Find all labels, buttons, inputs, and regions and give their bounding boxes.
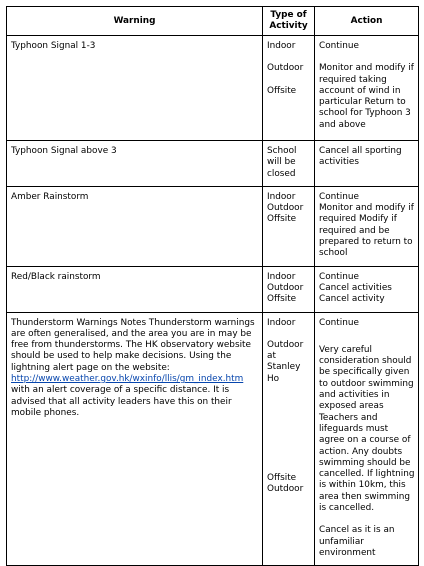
header-row xyxy=(7,7,419,36)
action-cell xyxy=(315,266,419,312)
header-type-of-activity: Type of Activity xyxy=(263,7,315,36)
warning-notes-text-after: with an alert coverage of a specific distance. It is advised that all activity leaders have this on their mobile phones. xyxy=(11,385,232,418)
action-cell xyxy=(315,312,419,566)
type-label: Outdoor xyxy=(267,203,304,214)
warning-cell xyxy=(7,141,263,187)
type-label: Outdoor xyxy=(267,282,304,293)
type-cell xyxy=(263,186,315,266)
type-label: School will be closed xyxy=(267,146,297,179)
table-row xyxy=(7,266,419,312)
table-row xyxy=(7,36,419,141)
type-label: Indoor xyxy=(267,191,296,202)
warning-label: Typhoon Signal 1-3 xyxy=(11,41,96,51)
type-cell xyxy=(263,141,315,187)
type-label: Indoor xyxy=(267,271,296,282)
warning-label: Amber Rainstorm xyxy=(11,191,89,202)
warning-cell xyxy=(7,266,263,312)
type-cell xyxy=(263,36,315,141)
warning-cell xyxy=(7,36,263,141)
type-label: Offsite xyxy=(267,85,297,96)
action-text: Continue xyxy=(319,317,359,328)
type-cell xyxy=(263,266,315,312)
type-label: Indoor xyxy=(267,317,296,328)
weather-warning-table xyxy=(6,6,419,566)
warning-notes-text: Thunderstorm Warnings Notes Thunderstorm warnings are often generalised, and the area you are in may be free from thunderstorms. The HK observatory website should be used to help make decisions. Using the lightning alert page on the website: xyxy=(11,317,255,373)
observatory-link[interactable]: http://www.weather.gov.hk/wxinfo/llis/gm_index.htm xyxy=(11,374,244,385)
warning-label: Red/Black rainstorm xyxy=(11,271,101,282)
action-cell xyxy=(315,141,419,187)
warning-label: Typhoon Signal above 3 xyxy=(11,146,117,156)
warning-cell xyxy=(7,186,263,266)
action-text: Cancel as it is an unfamiliar environment xyxy=(319,525,395,558)
header-action: Action xyxy=(315,7,419,36)
action-text: Cancel activities xyxy=(319,282,392,293)
header-warning: Warning xyxy=(7,7,263,36)
type-label: Outdoor xyxy=(267,63,304,74)
action-text: Continue xyxy=(319,191,359,202)
table-row xyxy=(7,141,419,187)
action-cell xyxy=(315,36,419,141)
type-label: Indoor xyxy=(267,41,296,51)
action-text: Monitor and modify if required taking account of wind in particular Return to school for Typhoon 3 and above xyxy=(319,63,414,130)
action-text: Continue xyxy=(319,271,359,282)
table-row xyxy=(7,186,419,266)
type-label: Offsite xyxy=(267,294,297,305)
type-label: Offsite xyxy=(267,214,297,225)
type-cell xyxy=(263,312,315,566)
action-text: Very careful consideration should be specifically given to outdoor swimming and activities in exposed areas Teachers and lifeguards must agree on a course of action. Any doubts swimming should be cancelled. If lightning is within 10km, this area then swimming is cancelled. xyxy=(319,344,415,514)
warning-cell xyxy=(7,312,263,566)
action-text: Continue xyxy=(319,41,359,51)
table-row xyxy=(7,312,419,566)
action-text: Cancel activity xyxy=(319,294,385,305)
action-text: Monitor and modify if required Modify if required and be prepared to return to school xyxy=(319,203,414,259)
type-label: Offsite Outdoor xyxy=(267,473,304,495)
type-label: Outdoor at Stanley Ho xyxy=(267,339,304,384)
action-cell xyxy=(315,186,419,266)
action-text: Cancel all sporting activities xyxy=(319,146,402,168)
